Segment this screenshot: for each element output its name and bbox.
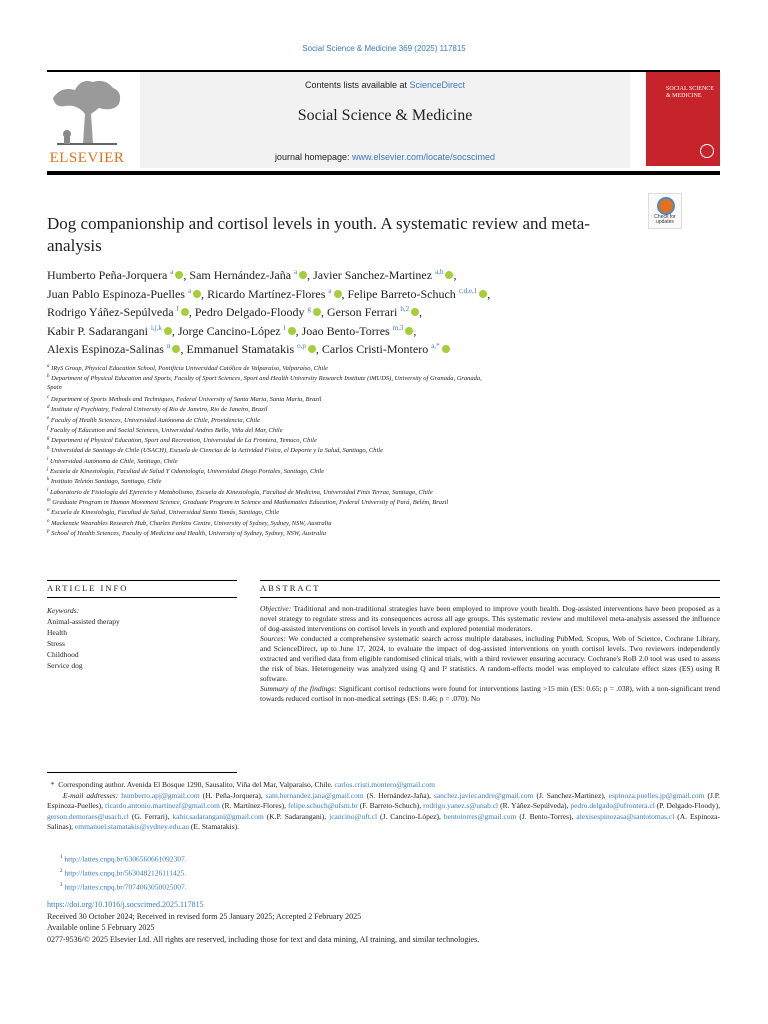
affiliation-text: Department of Physical Education, Sport and Recreation, Universidad de La Frontera, Temuco, Chile [51,437,317,445]
corresponding-email-link[interactable]: carlos.cristi.montero@gmail.com [334,780,435,789]
affiliation-item [47,363,637,374]
affiliation-key: m [47,497,51,503]
author-separator: , [487,286,491,301]
affiliation-key: c [47,394,50,400]
keyword-item: Childhood [47,650,79,659]
online-date: Available online 5 February 2025 [47,923,155,932]
affiliation-text: Laboratorio de Fisiología del Ejercicio y Metabolismo, Escuela de Kinesiología, Facultad de Medicina, Universidad Finis Terrae, Santiago, Chile [50,488,433,496]
affiliation-text: Escuela de Kinesiología, Facultad de Salud, Universidad Santo Tomás, Santiago, Chile [51,509,280,517]
affiliation-text: Faculty of Education and Social Sciences, Universidad Andres Bello, Viña del Mar, Chile [50,426,283,434]
orcid-icon[interactable] [308,345,316,353]
abstract-sources [260,634,720,684]
affiliation-item [47,507,637,518]
orcid-icon[interactable] [164,327,172,335]
homepage-prefix: journal homepage: [274,152,352,162]
lattes-link[interactable]: http://lattes.cnpq.br/7074063050025007. [64,882,187,892]
affiliation-key: k [47,477,50,483]
author-name[interactable]: Humberto Peña-Jorquera [47,268,171,282]
footnotes [47,780,720,833]
affiliation-item [47,445,637,456]
author-line [47,342,727,357]
author-name[interactable]: Javier Sanchez-Martinez [313,268,436,282]
email-owner: (J. Sanchez-Martinez), [533,790,609,800]
journal-title: Social Science & Medicine [297,107,473,124]
abstract-heading: ABSTRACT [260,583,321,593]
affiliation-item [47,415,637,426]
homepage-link[interactable]: www.elsevier.com/locate/socscimed [352,152,496,162]
author-affiliation-marker[interactable]: h,2 [400,305,410,313]
objective-text: Traditional and non-traditional strategies have been employed to improve youth health. Dog-assisted interventions have been proposed as a novel strategy to regulate stress and its consequences across all age groups. This systematic review and multilevel meta-analysis assessed the influence of dog-assisted interventions on cortisol levels in youth and explored potential moderators. [260,604,720,633]
email-owner: (K.P. Sadarangani), [263,811,330,821]
affiliation-text: Institute of Psychiatry, Federal University of Rio de Janeiro, Rio de Janeiro, Brazil [51,406,268,414]
author-separator: , [201,286,208,301]
lattes-footnote [60,852,460,865]
affiliation-item [47,466,637,477]
affiliation-text: Universidad de Santiago de Chile (USACH), Escuela de Ciencias de la Actividad Física, el Deporte y la Salud, Santiago, Chile [51,447,383,455]
abstract-rule-bottom [260,597,720,598]
email-addresses [47,791,720,833]
email-owner: (R. Yáñez-Sepúlveda), [498,801,571,810]
author-name[interactable]: Sam Hernández-Jaña [189,268,295,282]
email-label: E-mail addresses: [63,790,119,800]
author-name[interactable]: Ricardo Martínez-Flores [207,286,329,301]
lattes-footnote [60,880,460,893]
email-link[interactable]: alexisespinozasa@santotomas.cl [576,811,675,821]
email-owner: (G. Ferrari), [128,811,173,821]
affiliation-item [47,487,637,498]
cover-emblem-icon [700,144,714,158]
author-separator: , [315,342,322,356]
author-affiliation-marker[interactable]: n [166,342,171,350]
author-affiliation-marker[interactable]: a [294,268,298,276]
email-link[interactable]: rodrigo.yanez.s@unab.cl [423,801,499,810]
email-owner: (R. Martínez-Flores), [220,801,288,810]
author-affiliation-marker[interactable]: l [283,323,286,332]
email-owner: (J.P. Espinoza-Puelles), [47,790,721,810]
author-separator: , [295,323,302,338]
affiliation-item [47,497,637,508]
email-link[interactable]: ricardo.antonio.martinezf@gmail.com [105,801,220,810]
author-separator: , [341,286,348,301]
author-separator: , [171,323,178,338]
footnote-key: 3 [60,883,63,888]
author-affiliation-marker[interactable]: m,3 [392,323,404,332]
author-name[interactable]: Jorge Cancino-López [177,323,284,338]
affiliation-item [47,425,637,436]
article-title: Dog companionship and cortisol levels in youth. A systematic review and meta-analysis [47,214,590,255]
abstract-body [260,604,720,704]
affiliation-key: g [47,436,50,442]
author-name[interactable]: Pedro Delgado-Floody [194,305,308,319]
affiliation-item [47,476,637,487]
affiliation-item [47,435,637,446]
journal-cover-thumbnail [646,72,720,166]
author-affiliation-marker[interactable]: f [176,305,179,313]
affiliation-item [47,456,637,467]
author-separator: , [307,268,314,282]
keyword-item: Stress [47,639,65,648]
orcid-icon[interactable] [181,308,189,316]
email-owner: (E. Stamatakis). [189,822,240,831]
author-separator: , [180,342,187,356]
affiliation-item [47,394,637,405]
contents-prefix: Contents lists available at [304,80,410,90]
affiliation-text: Universidad Autónoma de Chile, Santiago, Chile [50,457,178,465]
author-affiliation-marker[interactable]: a [170,268,174,276]
email-owner: (H. Peña-Jorquera), [199,790,266,800]
affiliation-key: b [47,374,50,380]
email-link[interactable]: sam.hernandez.jana@gmail.com [265,790,364,800]
author-name[interactable]: Juan Pablo Espinoza-Puelles [47,286,188,301]
publication-details [47,899,727,945]
check-updates-label: Check for updates [654,214,676,225]
sciencedirect-link[interactable]: ScienceDirect [409,80,466,90]
affiliation-text: Mackenzie Wearables Research Hub, Charles Perkins Centre, University of Sydney, Sydney, NSW, Australia [51,519,332,527]
email-owner: (J. Bento-Torres), [516,811,577,821]
author-affiliation-marker[interactable]: i,j,k [150,323,162,332]
affiliation-item [47,404,637,415]
affiliation-text: School of Health Sciences, Faculty of Medicine and Health, University of Sydney, Sydney, NSW, Australia [51,529,327,537]
author-affiliation-marker[interactable]: c,d,e,1 [458,286,478,295]
affiliation-key: n [47,508,50,514]
affiliation-key: f [47,425,49,431]
email-owner: (J. Cancino-López), [377,811,444,821]
summary-text: Significant cortisol reductions were found for interventions lasting >15 min (ES: 0.65; p = .038), with a non-significant trend towards reduced cortisol in non-medical settings (ES: 0.46; p = .070). No [260,684,720,703]
affiliation-text: Faculty of Health Sciences, Universidad Autónoma de Chile, Providencia, Chile [50,416,260,424]
affiliation-item [47,518,637,529]
journal-reference[interactable]: Social Science & Medicine 369 (2025) 117815 [302,44,466,53]
affiliation-key: j [47,467,49,472]
email-link[interactable]: felipe.schuch@ufsm.br [287,801,358,810]
email-link[interactable]: humberto.apj@gmail.com [121,790,200,800]
affiliation-text: Department of Physical Education and Sports, Faculty of Sport Sciences, Sport and Health University Research Institute (iMUDS), University of Granada, Granada, [51,375,482,383]
email-link[interactable]: pedro.delgado@ufrontera.cl [570,801,655,810]
affiliation-key: l [47,487,49,493]
orcid-icon[interactable] [288,327,296,335]
author-name[interactable]: Rodrigo Yáñez-Sepúlveda [47,305,177,319]
author-line [47,305,727,320]
author-line [47,268,727,283]
affiliation-key: d [47,405,50,411]
orcid-icon[interactable] [411,308,419,316]
cover-title: SOCIAL SCIENCE & MEDICINE [666,86,714,99]
author-line [47,287,727,302]
affiliation-key: i [47,456,49,462]
abstract-objective [260,604,720,634]
orcid-icon[interactable] [442,345,450,353]
affiliation-text: Department of Sports Methods and Techniques, Federal University of Santa Maria, Santa Maria, Brazil [50,396,322,404]
author-separator: , [453,268,457,282]
author-separator: , [413,323,417,338]
author-name[interactable]: Alexis Espinoza-Salinas [47,342,167,356]
author-name[interactable]: Joao Bento-Torres [301,323,393,338]
footnote-rule [47,772,237,773]
orcid-icon[interactable] [299,271,307,279]
author-name[interactable]: Kabir P. Sadarangani [47,323,151,338]
author-affiliation-marker[interactable]: a [328,286,332,295]
check-for-updates-button[interactable] [648,193,682,229]
corresponding-author-note: * Corresponding author. Avenida El Bosque 1290, Sausalito, Viña del Mar, Valparaíso, Chile. carlos.cristi.montero@gmail.com [47,780,435,789]
keyword-item: Health [47,628,67,637]
email-link[interactable]: jcancino@uft.cl [329,811,378,821]
copyright-notice: 0277-9536/© 2025 Elsevier Ltd. All rights are reserved, including those for text and data mining, AI training, and similar technologies. [47,934,480,944]
affiliation-item [47,384,637,393]
email-link[interactable]: kabir.sadarangani@gmail.com [172,811,264,821]
affiliation-text: IRyS Group, Physical Education School, Pontificia Universidad Católica de Valparaíso, Valparaíso, Chile [51,365,328,373]
objective-label: Objective: [260,604,292,613]
affiliation-text: Instituto Teletón Santiago, Santiago, Chile [50,478,162,486]
footnote-key: 2 [60,869,63,874]
lattes-link[interactable]: http://lattes.cnpq.br/5630482126111425. [64,868,187,878]
orcid-icon[interactable] [193,290,201,298]
email-link[interactable]: sanchez.javier.andre@gmail.com [433,790,534,800]
affiliation-key: h [47,446,50,452]
article-info-heading: ARTICLE INFO [47,583,129,593]
abstract-rule [260,580,720,581]
keyword-item: Service dog [47,661,83,670]
contents-line [140,80,630,90]
email-link[interactable]: bentotorres@gmail.com [443,811,517,821]
journal-homepage [140,152,630,162]
author-separator: , [183,268,190,282]
orcid-icon[interactable] [313,308,321,316]
author-name[interactable]: Carlos Cristi-Montero [321,342,432,356]
orcid-icon[interactable] [334,290,342,298]
author-name[interactable]: Felipe Barreto-Schuch [347,286,459,301]
author-affiliation-marker[interactable]: a,b [435,268,444,276]
article-info-rule-bottom [47,597,237,598]
affiliation-text: Spain [47,383,62,391]
author-separator: , [321,305,328,319]
email-link[interactable]: emmanuel.stamatakis@sydney.edu.au [74,822,190,831]
check-updates-icon [657,197,675,215]
received-dates: Received 30 October 2024; Received in revised form 25 January 2025; Accepted 2 February 2025 [47,911,362,921]
orcid-icon[interactable] [479,290,487,298]
keyword-item: Animal-assisted therapy [47,617,120,626]
article-info-rule [47,580,237,581]
affiliation-text: Escuela de Kinesiología, Facultad de Salud Y Odontología, Universidad Diego Portales, Santiago, Chile [50,468,325,476]
email-owner: (A. Espinoza-Salinas), [47,811,720,831]
abstract-summary [260,684,720,704]
email-owner: (P. Delgado-Floody), [654,801,720,810]
affiliation-key: a [47,364,50,369]
author-name[interactable]: Emmanuel Stamatakis [186,342,298,356]
sources-text: We conducted a comprehensive systematic search across multiple databases, including PubMed, Scopus, Web of Science, Cochrane Library, and ScienceDirect, up to June 17, 2024, to evaluate the impact of dog-assisted interventions on youth cortisol levels. Two reviewers independently extracted and verified data from eligible randomised clinical trials, with a third reviewer ensuring accuracy. Cochrane's RoB 2.0 tool was used to assess the risk of bias. Heterogeneity was analyzed using Q and I² statistics. A random-effects model was employed to calculate effect sizes (ES) using R software. [260,634,720,683]
author-separator: , [188,305,195,319]
affiliation-key: o [47,518,50,524]
email-owner: (F. Barreto-Schuch), [357,801,424,810]
affiliation-key: e [47,415,50,421]
elsevier-wordmark: ELSEVIER [49,150,125,166]
footnote-key: 1 [60,855,63,860]
author-separator: , [419,305,423,319]
author-affiliation-marker[interactable]: g [307,305,312,313]
summary-label: Summary of the findings: [260,684,337,693]
author-affiliation-marker[interactable]: o,p [297,342,306,350]
affiliation-item [47,528,637,539]
author-line [47,324,727,339]
author-affiliation-marker[interactable]: a,* [431,342,440,350]
affiliation-item [47,373,637,384]
author-affiliation-marker[interactable]: a [187,286,192,295]
lattes-link[interactable]: http://lattes.cnpq.br/6306560661092307. [64,854,187,864]
doi-link[interactable]: https://doi.org/10.1016/j.socscimed.2025.117815 [47,900,204,909]
email-link[interactable]: espinoza.puelles.jp@gmail.com [608,790,705,800]
email-link[interactable]: gerson.demoraes@usach.cl [47,811,129,821]
email-owner: (S. Hernández-Jaña), [363,790,434,800]
affiliation-text: Graduate Program in Human Movement Science, Graduate Program in Science and Mathematics Education, Federal University of Pará, Belém, Brazil [52,499,449,507]
keywords-label: Keywords: [47,606,80,615]
header-bottom-rule [47,171,720,175]
affiliation-key: p [47,528,50,534]
lattes-footnote [60,866,460,879]
sources-label: Sources: [260,634,286,643]
corresponding-text: Corresponding author. Avenida El Bosque 1290, Sausalito, Viña del Mar, Valparaíso, Chile. [58,780,333,789]
author-name[interactable]: Gerson Ferrari [327,305,401,319]
